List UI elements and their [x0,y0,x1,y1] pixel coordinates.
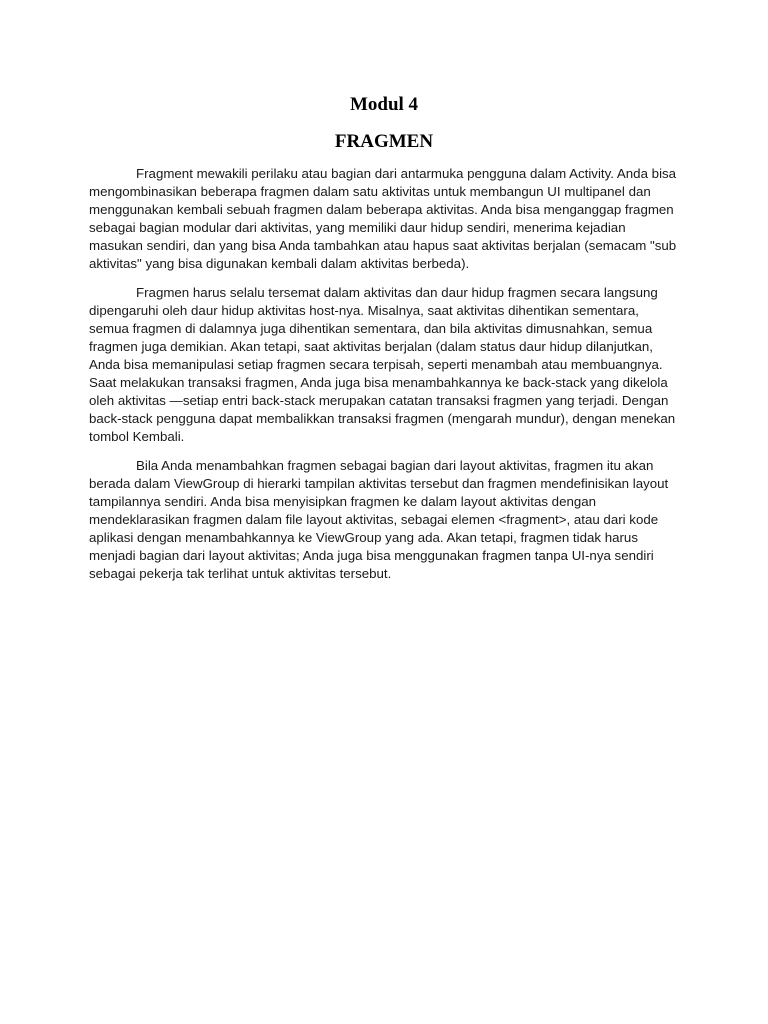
body-text [89,165,681,594]
paragraph: Fragmen harus selalu tersemat dalam aktivitas dan daur hidup fragmen secara langsung dipengaruhi oleh daur hidup aktivitas host-nya. Misalnya, saat aktivitas dihentikan sementara, semua fragmen di dalamnya juga dihentikan sementara, dan bila aktivitas dimusnahkan, semua fragmen juga demikian. Akan tetapi, saat aktivitas berjalan (dalam status daur hidup dilanjutkan, Anda bisa memanipulasi setiap fragmen secara terpisah, seperti menambah atau membuangnya. Saat melakukan transaksi fragmen, Anda juga bisa menambahkannya ke back-stack yang dikelola oleh aktivitas —setiap entri back-stack merupakan catatan transaksi fragmen yang terjadi. Dengan back-stack pengguna dapat membalikkan transaksi fragmen (mengarah mundur), dengan menekan tombol Kembali. [89,285,676,444]
section-title: FRAGMEN [334,131,434,152]
module-title: Modul 4 [349,94,419,115]
paragraph: Bila Anda menambahkan fragmen sebagai bagian dari layout aktivitas, fragmen itu akan berada dalam ViewGroup di hierarki tampilan aktivitas tersebut dan fragmen mendefinisikan layout tampilannya sendiri. Anda bisa menyisipkan fragmen ke dalam layout aktivitas dengan mendeklarasikan fragmen dalam file layout aktivitas, sebagai elemen <fragment>, atau dari kode aplikasi dengan menambahkannya ke ViewGroup yang ada. Akan tetapi, fragmen tidak harus menjadi bagian dari layout aktivitas; Anda juga bisa menggunakan fragmen tanpa UI-nya sendiri sebagai pekerja tak terlihat untuk aktivitas tersebut. [89,458,669,581]
paragraph: Fragment mewakili perilaku atau bagian dari antarmuka pengguna dalam Activity. Anda bisa mengombinasikan beberapa fragmen dalam satu aktivitas untuk membangun UI multipanel dan menggunakan kembali sebuah fragmen dalam beberapa aktivitas. Anda bisa menganggap fragmen sebagai bagian modular dari aktivitas, yang memiliki daur hidup sendiri, menerima kejadian masukan sendiri, dan yang bisa Anda tambahkan atau hapus saat aktivitas berjalan (semacam "sub aktivitas" yang bisa digunakan kembali dalam aktivitas berbeda). [89,166,677,271]
